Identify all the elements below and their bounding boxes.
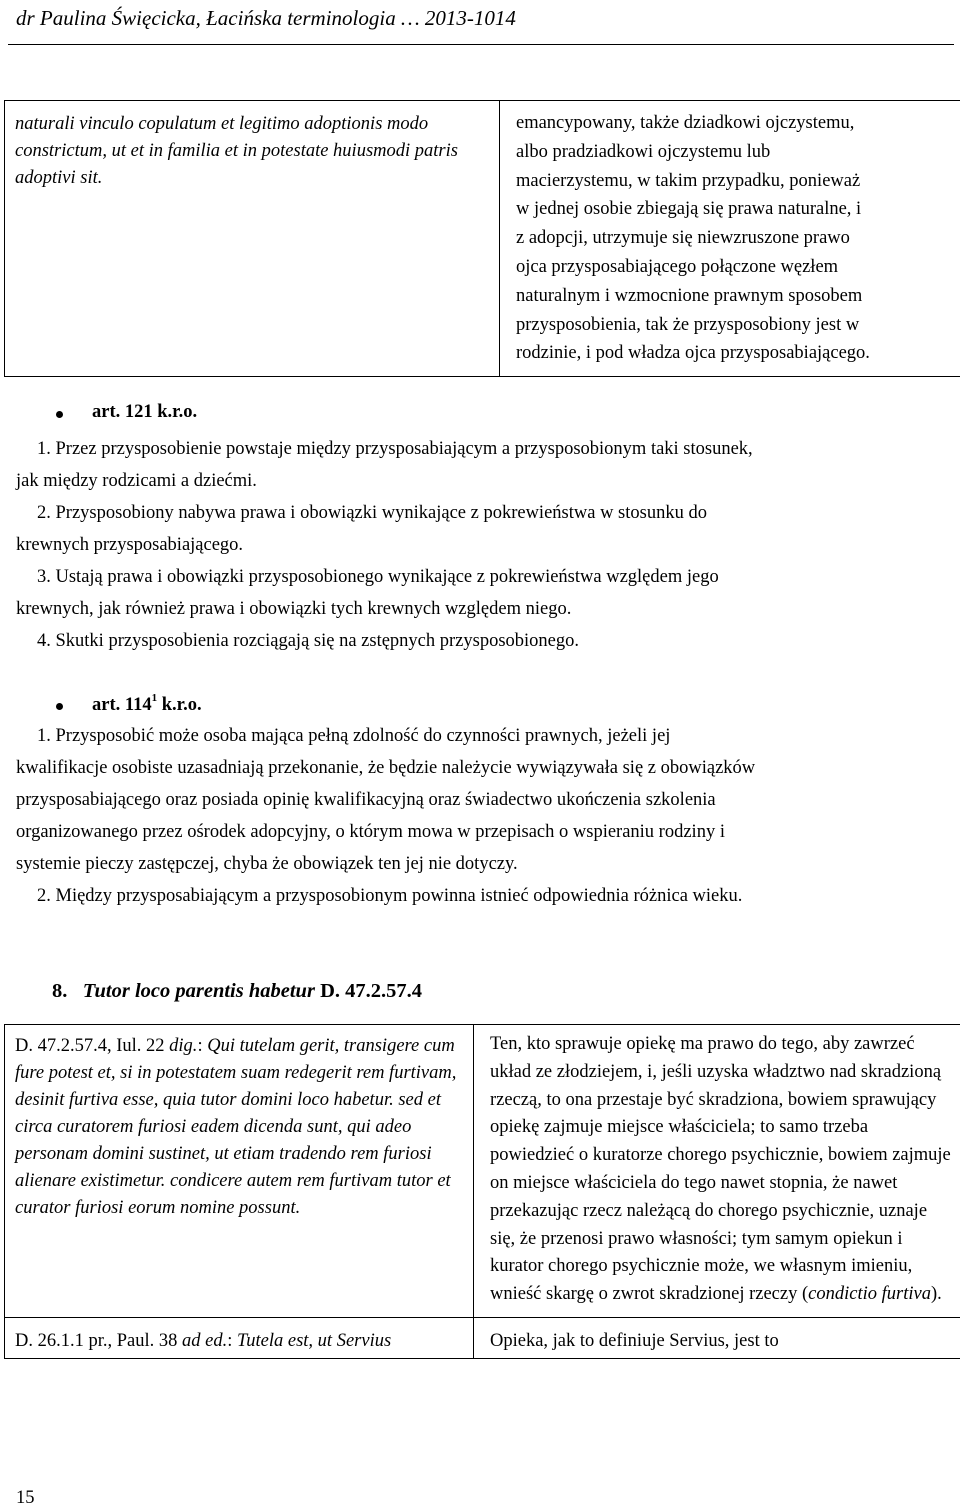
latin-source-cell-2: D. 26.1.1 pr., Paul. 38 ad ed.: Tutela est, ut Servius [5, 1317, 474, 1358]
paragraph-number: 3. [37, 567, 51, 587]
paragraph-line [16, 593, 946, 625]
art-114-body [16, 720, 946, 912]
latin-source-cell: D. 47.2.57.4, Iul. 22 dig.: Qui tutelam gerit, transigere cum fure potest et, si in potestatem suam redegerit rem furtivam, desinit furtiva esse, quia tutor domini loco habetur. sed et circa curatorem furiosi eadem dicenda sunt, qui adeo personam domini sustinet, ut etiam tradendo rem furiosi alienare existimetur. condicere autem rem furtivam tutor et curator furiosi eorum nomine possunt. [5, 1025, 474, 1318]
polish-line: ojca przysposabiającego połączone węzłem [516, 256, 839, 277]
paragraph-line [16, 561, 946, 593]
paragraph-line [16, 625, 946, 657]
art-121-heading: art. 121 k.r.o. [92, 402, 197, 423]
paragraph-line [16, 720, 946, 752]
art-121-body [16, 433, 946, 657]
paragraph-number: 1. [37, 439, 51, 459]
paragraph-text: organizowanego przez ośrodek adopcyjny, o którym mowa w przepisach o wspieraniu rodziny i [16, 822, 725, 842]
polish-line: w jednej osobie zbiegają się prawa naturalne, i [516, 199, 862, 220]
paragraph-line [16, 497, 946, 529]
polish-translation-cell: Ten, kto sprawuje opiekę ma prawo do tego, aby zawrzeć układ ze złodziejem, i, jeśli uzyska władztwo nad skradzioną rzeczą, to ona przestaje być skradziona, bowiem sprawujący opiekę zajmuje miejsce właściciela; to samo trzeba powiedzieć o kuratorze chorego psychicznie, bowiem zajmuje on miejsce właściciela do tego nawet stopnia, że nawet przekazując rzecz należącą do chorego psychicznie, uznaje się, że przenosi prawo własności; tym samym opiekun i kurator chorego psychicznie może, we własnym imieniu, wnieść skargę o zwrot skradzionej rzeczy (condictio furtiva). [474, 1025, 960, 1318]
paragraph-number: 2. [37, 886, 51, 906]
polish-line: macierzystemu, w takim przypadku, ponieważ [516, 170, 861, 191]
polish-line: przysposobienia, tak że przysposobiony jest w [516, 314, 860, 335]
paragraph-line [16, 880, 946, 912]
paragraph-number: 4. [37, 631, 51, 651]
paragraph-text: krewnych przysposabiającego. [16, 535, 244, 555]
paragraph-text: Ustają prawa i obowiązki przysposobionego wynikające z pokrewieństwa względem jego [50, 567, 719, 587]
bullet-icon [56, 703, 63, 710]
paragraph-text: Przez przysposobienie powstaje między przysposabiającym a przysposobionym taki stosunek, [50, 439, 753, 459]
header-rule [8, 44, 954, 45]
paragraph-line [16, 848, 946, 880]
paragraph-number: 1. [37, 726, 51, 746]
polish-text-cell [500, 101, 960, 377]
polish-line: rodzinie, i pod władza ojca przysposabiającego. [516, 343, 870, 364]
paragraph-text: przysposabiającego oraz posiada opinię kwalifikacyjną oraz świadectwo ukończenia szkolenia [16, 790, 716, 810]
polish-line: naturalnym i wzmocnione prawnym sposobem [516, 285, 863, 306]
paragraph-line [16, 816, 946, 848]
paragraph-text: Skutki przysposobienia rozciągają się na zstępnych przysposobionego. [50, 631, 580, 651]
paragraph-text: systemie pieczy zastępczej, chyba że obowiązek ten jej nie dotyczy. [16, 854, 518, 874]
page-number: 15 [16, 1488, 35, 1508]
paragraph-line [16, 752, 946, 784]
paragraph-line [16, 529, 946, 561]
translation-table-2 [4, 1024, 960, 1359]
paragraph-line [16, 784, 946, 816]
paragraph-text: jak między rodzicami a dziećmi. [16, 471, 257, 491]
paragraph-line [16, 433, 946, 465]
section-heading: 8. Tutor loco parentis habetur D. 47.2.57.4 [52, 980, 422, 1002]
paragraph-text: Między przysposabiającym a przysposobionym powinna istnieć odpowiednia różnica wieku. [50, 886, 743, 906]
bullet-icon [56, 411, 63, 418]
polish-line: albo pradziadkowi ojczystemu lub [516, 141, 771, 162]
polish-translation-cell-2: Opieka, jak to definiuje Servius, jest to [474, 1317, 960, 1358]
translation-table-1 [4, 100, 960, 377]
paragraph-text: Przysposobić może osoba mająca pełną zdolność do czynności prawnych, jeżeli jej [50, 726, 671, 746]
paragraph-text: krewnych, jak również prawa i obowiązki tych krewnych względem niego. [16, 599, 572, 619]
paragraph-number: 2. [37, 503, 51, 523]
polish-line: emancypowany, także dziadkowi ojczystemu, [516, 113, 855, 133]
art-114-heading: art. $114^1$ k.r.o. [92, 694, 202, 716]
paragraph-line [16, 465, 946, 497]
paragraph-text: Przysposobiony nabywa prawa i obowiązki wynikające z pokrewieństwa w stosunku do [50, 503, 707, 523]
page-header: dr Paulina Święcicka, Łacińska terminologia … 2013-1014 [16, 6, 516, 30]
polish-line: z adopcji, utrzymuje się niewzruszone prawo [516, 228, 850, 249]
paragraph-text: kwalifikacje osobiste uzasadniają przekonanie, że będzie należycie wywiązywała się z obowiązków [16, 758, 756, 778]
latin-text-cell: naturali vinculo copulatum et legitimo adoptionis modo constrictum, ut et in familia et in potestate huiusmodi patris adoptivi sit. [5, 101, 500, 377]
